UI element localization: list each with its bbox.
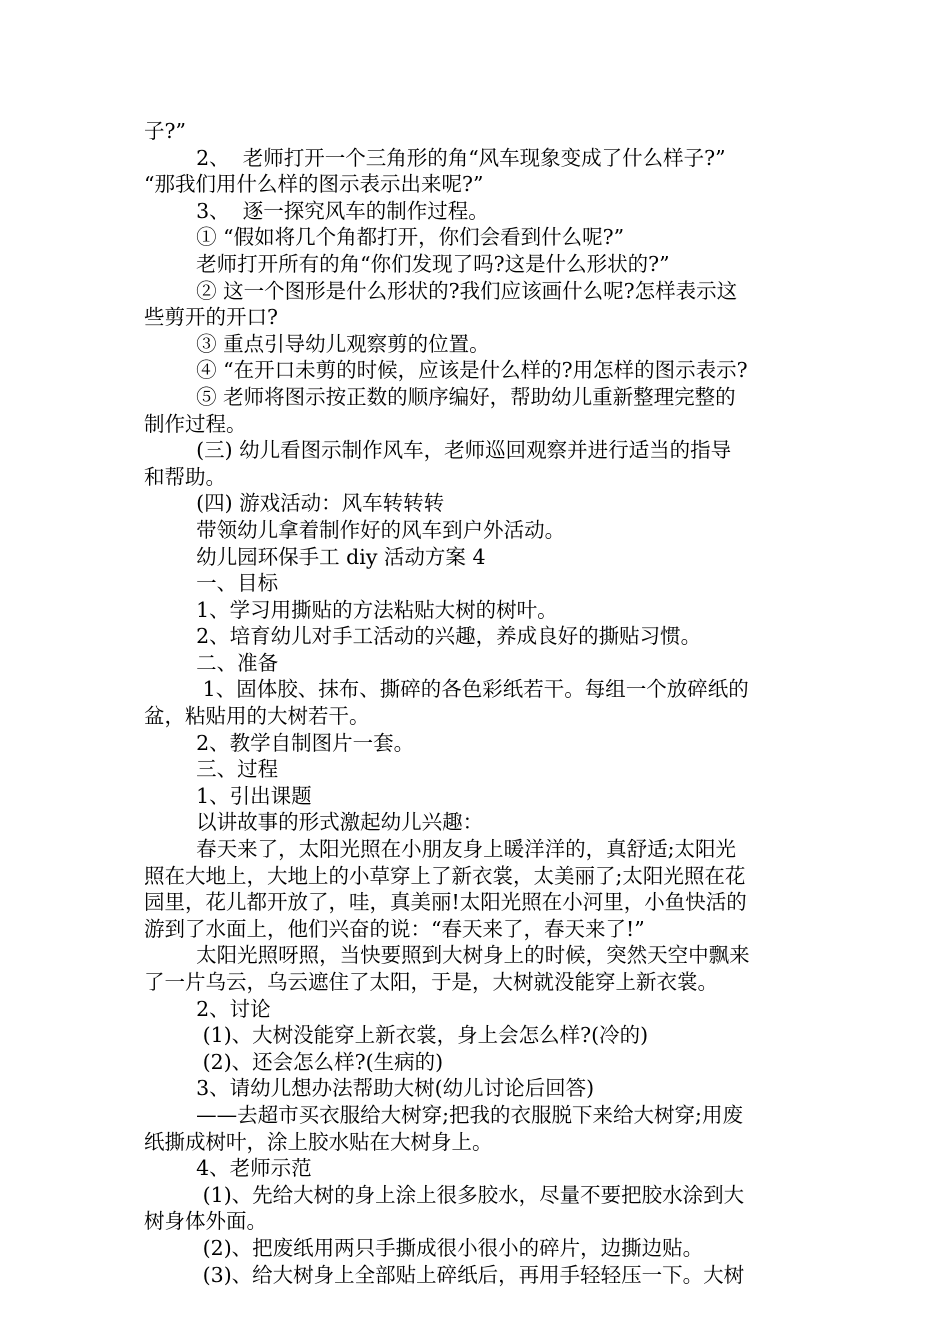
text-line: 4、老师示范 [144,1156,312,1181]
text-line: 园里，花儿都开放了，哇，真美丽!太阳光照在小河里，小鱼快活的 [144,890,747,915]
text-line: 一、目标 [144,571,279,596]
text-line: (1)、先给大树的身上涂上很多胶水，尽量不要把胶水涂到大 [144,1182,745,1207]
text-line: 3、请幼儿想办法帮助大树(幼儿讨论后回答) [144,1076,595,1101]
document-body [144,118,824,1288]
text-line: 2、 老师打开一个三角形的角“风车现象变成了什么样子?” [144,145,726,170]
text-line: 照在大地上，大地上的小草穿上了新衣裳，太美丽了;太阳光照在花 [144,863,746,888]
text-line: 太阳光照呀照，当快要照到大树身上的时候，突然天空中飘来 [144,943,750,968]
text-line: 游到了水面上，他们兴奋的说：“春天来了，春天来了!” [144,916,645,941]
text-line: 了一片乌云，乌云遮住了太阳，于是，大树就没能穿上新衣裳。 [144,970,718,994]
text-line: 树身体外面。 [144,1209,267,1234]
text-line: 1、学习用撕贴的方法粘贴大树的树叶。 [144,597,558,622]
text-line: (2)、把废纸用两只手撕成很小很小的碎片，边撕边贴。 [144,1235,704,1260]
text-line: 2、讨论 [144,996,271,1021]
text-line: 带领幼儿拿着制作好的风车到户外活动。 [144,517,566,542]
text-line: (3)、给大树身上全部贴上碎纸后，再用手轻轻压一下。大树 [144,1262,745,1287]
text-line: 制作过程。 [144,411,247,436]
text-line: (四) 游戏活动：风车转转转 [144,491,445,516]
text-line: 盆，粘贴用的大树若干。 [144,704,370,729]
text-line: ④ “在开口未剪的时候，应该是什么样的?用怎样的图示表示? [144,358,748,383]
text-line: ③ 重点引导幼儿观察剪的位置。 [144,331,490,356]
text-line: ① “假如将几个角都打开，你们会看到什么呢?” [144,225,625,250]
text-line: ⑤ 老师将图示按正数的顺序编好，帮助幼儿重新整理完整的 [144,384,736,409]
text-line: 三、过程 [144,757,279,782]
text-line: 和帮助。 [144,464,226,489]
text-line: 子?” [144,119,186,143]
text-line: 些剪开的开口? [144,305,278,330]
text-line: “那我们用什么样的图示表示出来呢?” [144,172,484,197]
text-line: ② 这一个图形是什么形状的?我们应该画什么呢?怎样表示这 [144,278,738,303]
text-line: (2)、还会怎么样?(生病的) [144,1049,444,1074]
text-line: 1、引出课题 [144,783,312,808]
text-line: 二、准备 [144,650,279,675]
text-line: 以讲故事的形式激起幼儿兴趣： [144,810,484,835]
text-line: 幼儿园环保手工 diy 活动方案 4 [144,544,486,569]
text-line: 2、教学自制图片一套。 [144,730,415,755]
text-line: 纸撕成树叶，涂上胶水贴在大树身上。 [144,1129,493,1154]
text-line: 1、固体胶、抹布、撕碎的各色彩纸若干。每组一个放碎纸的 [144,677,749,702]
text-line: (三) 幼儿看图示制作风车，老师巡回观察并进行适当的指导 [144,438,732,463]
text-line: 老师打开所有的角“你们发现了吗?这是什么形状的?” [144,251,670,276]
text-line: (1)、大树没能穿上新衣裳，身上会怎么样?(冷的) [144,1023,649,1048]
text-line: 春天来了，太阳光照在小朋友身上暖洋洋的，真舒适;太阳光 [144,837,737,862]
text-line: 3、 逐一探究风车的制作过程。 [144,198,489,223]
text-line: ——去超市买衣服给大树穿;把我的衣服脱下来给大树穿;用废 [144,1102,743,1127]
text-line: 2、培育幼儿对手工活动的兴趣，养成良好的撕贴习惯。 [144,624,702,649]
